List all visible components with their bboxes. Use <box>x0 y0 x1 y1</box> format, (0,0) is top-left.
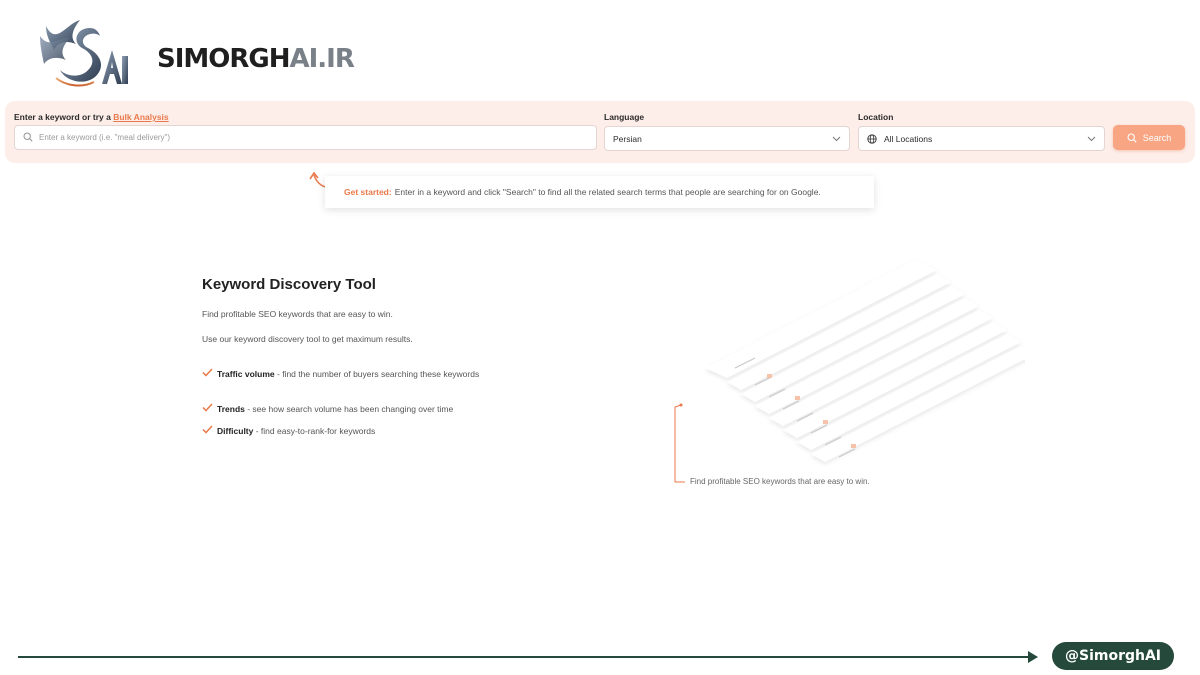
location-select[interactable] <box>858 126 1105 151</box>
logo-emblem <box>36 16 130 90</box>
chevron-down-icon <box>832 134 841 145</box>
search-icon <box>23 129 33 147</box>
location-value: All Locations <box>884 133 933 144</box>
language-select[interactable] <box>604 126 850 151</box>
search-icon <box>1127 133 1137 143</box>
intro-text-2: Use our keyword discovery tool to get maximum results. <box>202 334 413 344</box>
brand-name-bold: SIMORGH <box>157 44 290 74</box>
bulk-analysis-link[interactable]: Bulk Analysis <box>113 112 169 122</box>
intro-text-1: Find profitable SEO keywords that are easy to win. <box>202 309 393 319</box>
location-label: Location <box>858 112 894 122</box>
feature-item <box>202 403 492 415</box>
check-icon <box>202 368 217 380</box>
arrow-right-icon <box>1028 651 1038 663</box>
brand-name-light: AI.IR <box>289 44 354 74</box>
keyword-label <box>14 112 169 122</box>
keyword-placeholder: Enter a keyword (i.e. "meal delivery") <box>39 133 171 142</box>
footer-line <box>18 656 1034 658</box>
feature-title: Traffic volume <box>217 369 275 379</box>
tip-text: Enter in a keyword and click "Search" to find all the related search terms that people are searching for on Google. <box>394 187 821 197</box>
chevron-down-icon <box>1087 134 1096 145</box>
keyword-table-illustration <box>665 240 1025 500</box>
get-started-tip <box>325 176 874 208</box>
check-icon <box>202 425 217 437</box>
feature-desc: - find the number of buyers searching these keywords <box>274 369 480 379</box>
keyword-input[interactable] <box>14 125 597 150</box>
illustration-caption: Find profitable SEO keywords that are easy to win. <box>690 477 870 486</box>
language-value: Persian <box>613 133 642 144</box>
feature-item <box>202 368 492 380</box>
globe-icon <box>867 134 877 144</box>
keyword-label-text: Enter a keyword or try a <box>14 112 111 122</box>
page-title: Keyword Discovery Tool <box>202 276 376 293</box>
search-panel <box>5 101 1195 163</box>
search-button[interactable] <box>1113 125 1185 150</box>
language-label: Language <box>604 112 645 122</box>
check-icon <box>202 403 217 415</box>
tip-strong: Get started: <box>344 187 392 197</box>
brand-name <box>157 44 354 74</box>
feature-title: Trends <box>217 404 245 414</box>
feature-title: Difficulty <box>217 426 254 436</box>
feature-desc: - find easy-to-rank-for keywords <box>253 426 376 436</box>
search-button-label: Search <box>1142 132 1172 143</box>
feature-item <box>202 425 492 437</box>
feature-desc: - see how search volume has been changing over time <box>244 404 454 414</box>
social-handle-badge: @SimorghAI <box>1052 642 1174 670</box>
